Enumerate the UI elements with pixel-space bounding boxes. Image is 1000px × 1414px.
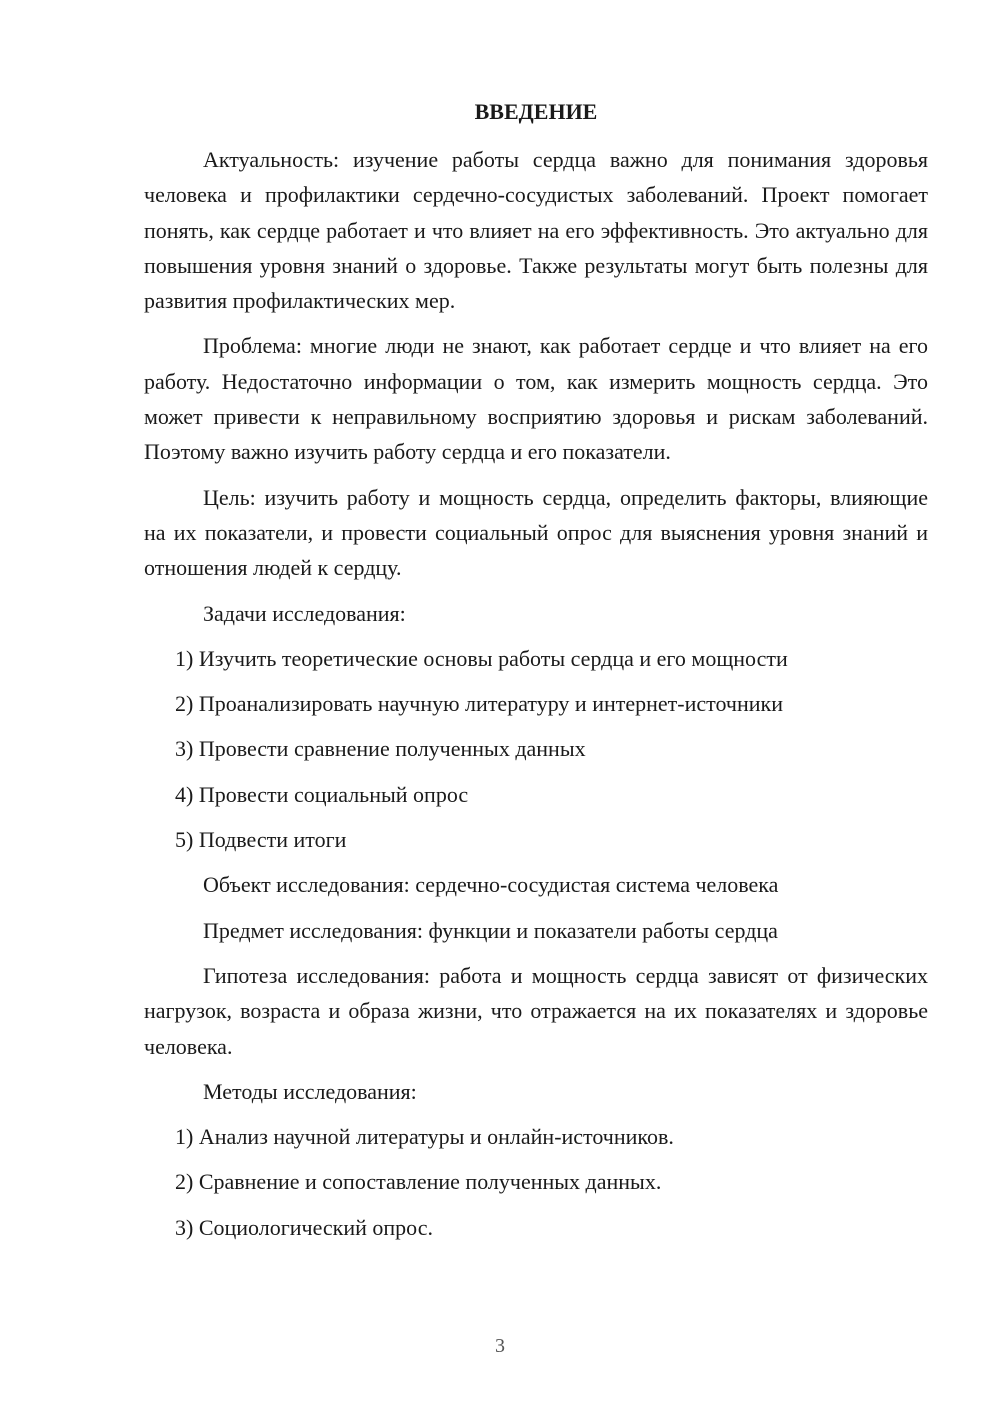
page-title: ВВЕДЕНИЕ — [474, 99, 598, 124]
goal-paragraph: Цель: изучить работу и мощность сердца, определить факторы, влияющие на их показатели, и провести социальный опрос для выяснения уровня знаний и отношения людей к сердцу. — [144, 484, 928, 581]
tasks-heading: Задачи исследования: — [203, 600, 406, 626]
hypothesis-paragraph: Гипотеза исследования: работа и мощность сердца зависят от физических нагрузок, возраста и образа жизни, что отражается на их показателях и здоровье человека. — [144, 962, 928, 1059]
problem-paragraph: Проблема: многие люди не знают, как работает сердце и что влияет на его работу. Недостаточно информации о том, как измерить мощность сердца. Это может привести к неправильному восприятию здоровья и рискам заболеваний. Поэтому важно изучить работу сердца и его показатели. — [144, 333, 928, 465]
task-item: 4) Провести социальный опрос — [175, 781, 469, 807]
task-item: 5) Подвести итоги — [175, 827, 347, 853]
page-content — [144, 94, 928, 1255]
subject-line: Предмет исследования: функции и показатели работы сердца — [203, 917, 778, 943]
page-number: 3 — [495, 1335, 505, 1357]
object-line: Объект исследования: сердечно-сосудистая система человека — [203, 872, 779, 898]
task-item: 1) Изучить теоретические основы работы сердца и его мощности — [175, 645, 788, 671]
task-item: 3) Провести сравнение полученных данных — [175, 736, 586, 762]
method-item: 3) Социологический опрос. — [175, 1214, 433, 1240]
task-item: 2) Проанализировать научную литературу и интернет-источники — [175, 691, 783, 717]
methods-heading: Методы исследования: — [203, 1078, 417, 1104]
method-item: 2) Сравнение и сопоставление полученных данных. — [175, 1169, 662, 1195]
relevance-paragraph: Актуальность: изучение работы сердца важно для понимания здоровья человека и профилактики сердечно-сосудистых заболеваний. Проект помогает понять, как сердце работает и что влияет на его эффективность. Это актуально для повышения уровня знаний о здоровье. Также результаты могут быть полезны для развития профилактических мер. — [144, 147, 928, 314]
method-item: 1) Анализ научной литературы и онлайн-источников. — [175, 1124, 674, 1150]
